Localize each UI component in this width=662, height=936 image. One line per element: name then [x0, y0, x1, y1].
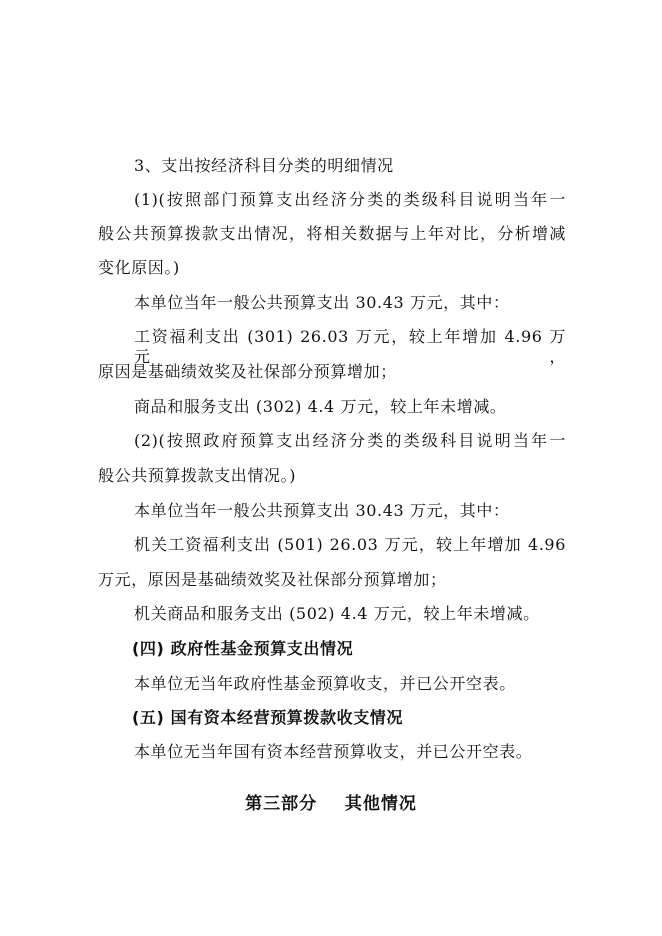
paragraph-salary-welfare-line-2: 原因是基础绩效奖及社保部分预算增加； [98, 362, 397, 381]
paragraph-note-2-line-2: 般公共预算拨款支出情况。) [98, 466, 297, 485]
paragraph-note-1-line-2: 般公共预算拨款支出情况，将相关数据与上年对比，分析增减 [98, 224, 566, 243]
paragraph-note-1-line-1: (1)(按照部门预算支出经济分类的类级科目说明当年一 [134, 190, 566, 209]
paragraph-total-expenditure: 本单位当年一般公共预算支出 30.43 万元，其中： [134, 293, 510, 312]
paragraph-agency-salary-line-1: 机关工资福利支出 (501) 26.03 万元，较上年增加 4.96 [134, 535, 566, 554]
paragraph-agency-goods-services: 机关商品和服务支出 (502) 4.4 万元，较上年未增减。 [134, 604, 540, 623]
paragraph-note-2-line-1: (2)(按照政府预算支出经济分类的类级科目说明当年一 [134, 431, 566, 450]
paragraph-state-capital: 本单位无当年国有资本经营预算收支，并已公开空表。 [134, 742, 533, 761]
subsection-title-expenditure-by-economic-category: 3、支出按经济科目分类的明细情况 [134, 156, 394, 175]
part-title-other-information: 第三部分 其他情况 [245, 794, 417, 814]
paragraph-government-fund: 本单位无当年政府性基金预算收支，并已公开空表。 [134, 674, 516, 693]
paragraph-goods-services: 商品和服务支出 (302) 4.4 万元，较上年未增减。 [134, 397, 507, 416]
paragraph-note-1-line-3: 变化原因。) [98, 258, 180, 277]
paragraph-salary-welfare-line-1: 工资福利支出 (301) 26.03 万元，较上年增加 4.96 万元， [134, 327, 566, 366]
section-heading-state-capital: (五) 国有资本经营预算拨款收支情况 [132, 708, 403, 727]
paragraph-agency-salary-line-2: 万元，原因是基础绩效奖及社保部分预算增加； [98, 570, 447, 589]
paragraph-total-expenditure-2: 本单位当年一般公共预算支出 30.43 万元，其中： [134, 501, 510, 520]
section-heading-government-fund: (四) 政府性基金预算支出情况 [132, 639, 354, 658]
